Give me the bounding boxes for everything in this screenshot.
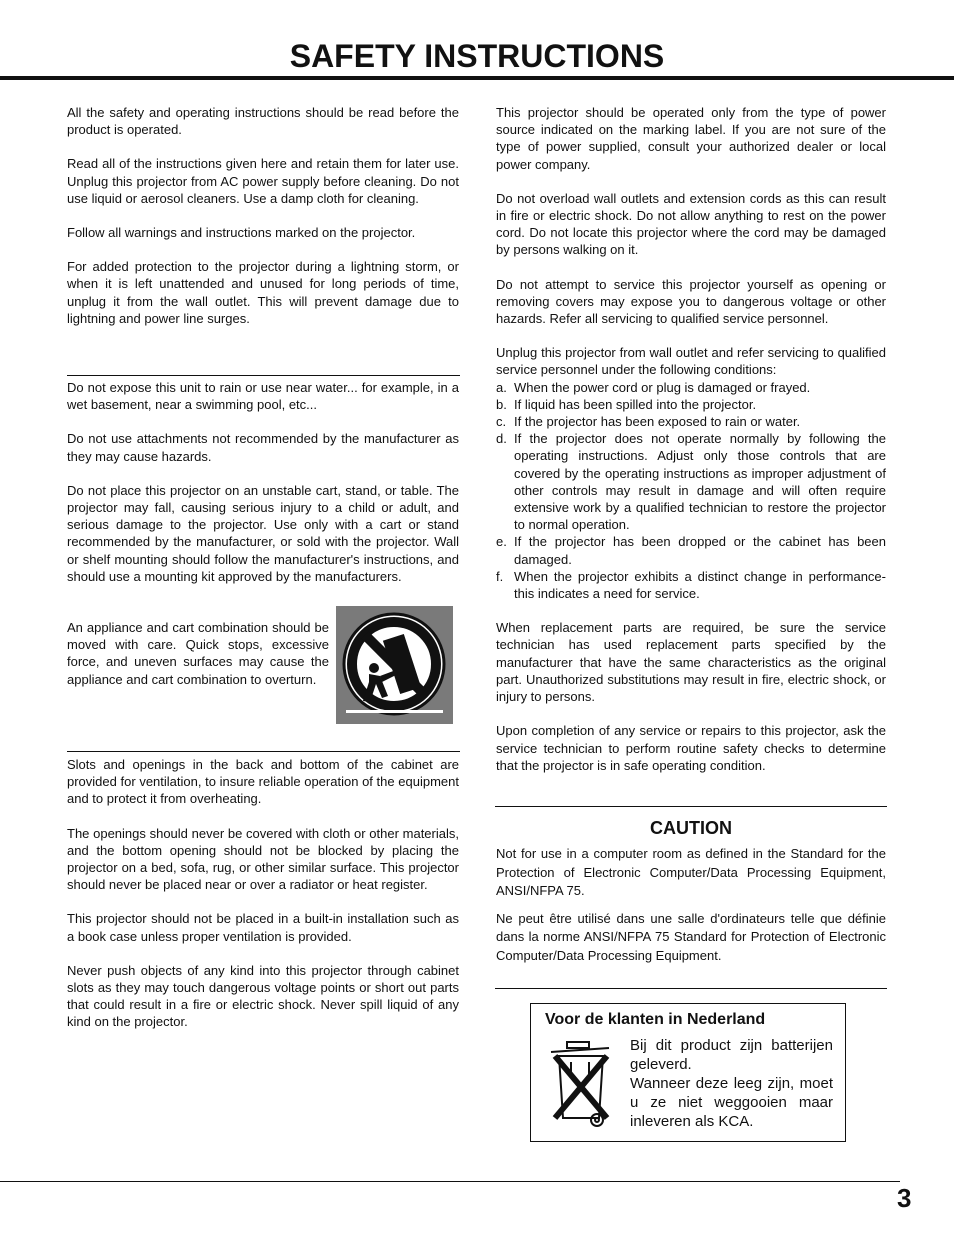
paragraph: Read all of the instructions given here and retain them for later use. Unplug this projector from AC power supply before cleaning. Do not use liquid or aerosol cleaners. Use a damp cloth for cleaning. — [67, 156, 459, 206]
paragraph: Do not use attachments not recommended by the manufacturer as they may cause hazards. — [67, 431, 459, 464]
notice-line: Bij dit product zijn batterijen geleverd. — [630, 1037, 833, 1073]
title-divider — [0, 76, 954, 80]
paragraph: Do not attempt to service this projector yourself as opening or removing covers may expose you to dangerous voltage or other hazards. Refer all servicing to qualified service personnel. — [496, 276, 886, 327]
caution-heading: CAUTION — [650, 818, 732, 838]
paragraph: This projector should not be placed in a built-in installation such as a book case unless proper ventilation is provided. — [67, 911, 459, 944]
paragraph: Follow all warnings and instructions marked on the projector. — [67, 225, 416, 241]
left-column-middle — [67, 379, 459, 602]
page-title: SAFETY INSTRUCTIONS — [289, 38, 665, 74]
service-conditions-list — [496, 379, 886, 603]
paragraph: For added protection to the projector during a lightning storm, or when it is left unattended and unused for long periods of time, unplug it from the wall outlet. This will prevent damage due to lightning and power line surges. — [67, 259, 459, 326]
left-column-bottom — [67, 756, 459, 1048]
cart-warning-block — [67, 619, 459, 727]
netherlands-battery-notice — [530, 1003, 846, 1142]
paragraph: Slots and openings in the back and bottom of the cabinet are provided for ventilation, to insure reliable operation of the equipment and to protect it from overheating. — [67, 757, 459, 807]
list-item: f. When the projector exhibits a distinct change in performance-this indicates a need for service. — [496, 568, 886, 602]
section-divider — [67, 751, 460, 752]
list-item: c. If the projector has been exposed to rain or water. — [496, 414, 801, 430]
paragraph: All the safety and operating instructions should be read before the product is operated. — [67, 105, 459, 138]
cart-tipover-warning-icon — [336, 606, 453, 724]
left-column-top — [67, 104, 459, 344]
page-number: 3 — [897, 1183, 912, 1213]
list-item: b. If liquid has been spilled into the projector. — [496, 396, 757, 412]
paragraph: Upon completion of any service or repairs to this projector, ask the service technician to perform routine safety checks to determine that the projector is in safe operating condition. — [496, 723, 886, 773]
caution-section — [496, 845, 886, 982]
paragraph: Do not overload wall outlets and extension cords as this can result in fire or electric shock. Do not allow anything to rest on the power cord. Do not locate this projector where the cord may be damaged by persons walking on it. — [496, 190, 886, 258]
section-divider — [495, 806, 887, 807]
notice-title: Voor de klanten in Nederland — [545, 1011, 766, 1028]
section-divider — [67, 375, 460, 376]
list-item: e. If the projector has been dropped or the cabinet has been damaged. — [496, 534, 886, 567]
paragraph: Unplug this projector from wall outlet and refer servicing to qualified service personnel under the following conditions: — [496, 345, 886, 378]
crossed-out-wheelie-bin-icon — [545, 1036, 615, 1128]
list-item: d. If the projector does not operate normally by following the operating instructions. Adjust only those controls that are covered by the operating instructions as improper adjustment of other controls may result in damage and will often require extensive work by a qualified technician to restore the projector to normal operation. — [496, 431, 886, 533]
right-column — [496, 104, 886, 791]
paragraph: Never push objects of any kind into this projector through cabinet slots as they may touch dangerous voltage points or short out parts that could result in a fire or electric shock. Never spill liquid of any kind on the projector. — [67, 962, 459, 1030]
paragraph: When replacement parts are required, be sure the service technician has used replacement parts specified by the manufacturer that have the same characteristics as the original part. Unauthorized substitutions may result in fire, electric shock, or injury to persons. — [496, 620, 886, 705]
paragraph: Do not place this projector on an unstable cart, stand, or table. The projector may fall, causing serious injury to a child or adult, and serious damage to the projector. Use only with a cart or stand recommended by the manufacturer, or sold with the projector. Wall or shelf mounting should follow the manufacturer's instructions, and should use a mounting kit approved by the manufacturers. — [67, 482, 459, 584]
notice-line: Wanneer deze leeg zijn, moet u ze niet weggooien maar inleveren als KCA. — [630, 1075, 833, 1130]
footer-divider — [0, 1181, 900, 1182]
section-divider — [495, 988, 887, 989]
notice-text — [630, 1036, 833, 1131]
paragraph: Ne peut être utilisé dans une salle d'ordinateurs telle que définie dans la norme ANSI/NFPA 75 Standard for Protection of Electronic Computer/Data Processing Equipment. — [496, 910, 886, 963]
paragraph: Do not expose this unit to rain or use near water... for example, in a wet basement, near a swimming pool, etc... — [67, 380, 459, 413]
paragraph: The openings should never be covered with cloth or other materials, and the bottom opening should not be blocked by placing the projector on a bed, sofa, rug, or other similar surface. This projector should never be placed near or over a radiator or heat register. — [67, 825, 459, 893]
list-item: a. When the power cord or plug is damaged or frayed. — [496, 379, 811, 395]
paragraph: Not for use in a computer room as defined in the Standard for the Protection of Electronic Computer/Data Processing Equipment, ANSI/NFPA 75. — [496, 846, 886, 898]
paragraph: This projector should be operated only from the type of power source indicated on the marking label. If you are not sure of the type of power supplied, consult your authorized dealer or local power company. — [496, 105, 886, 172]
paragraph: An appliance and cart combination should be moved with care. Quick stops, excessive force, and uneven surfaces may cause the appliance and cart combination to overturn. — [67, 620, 329, 687]
